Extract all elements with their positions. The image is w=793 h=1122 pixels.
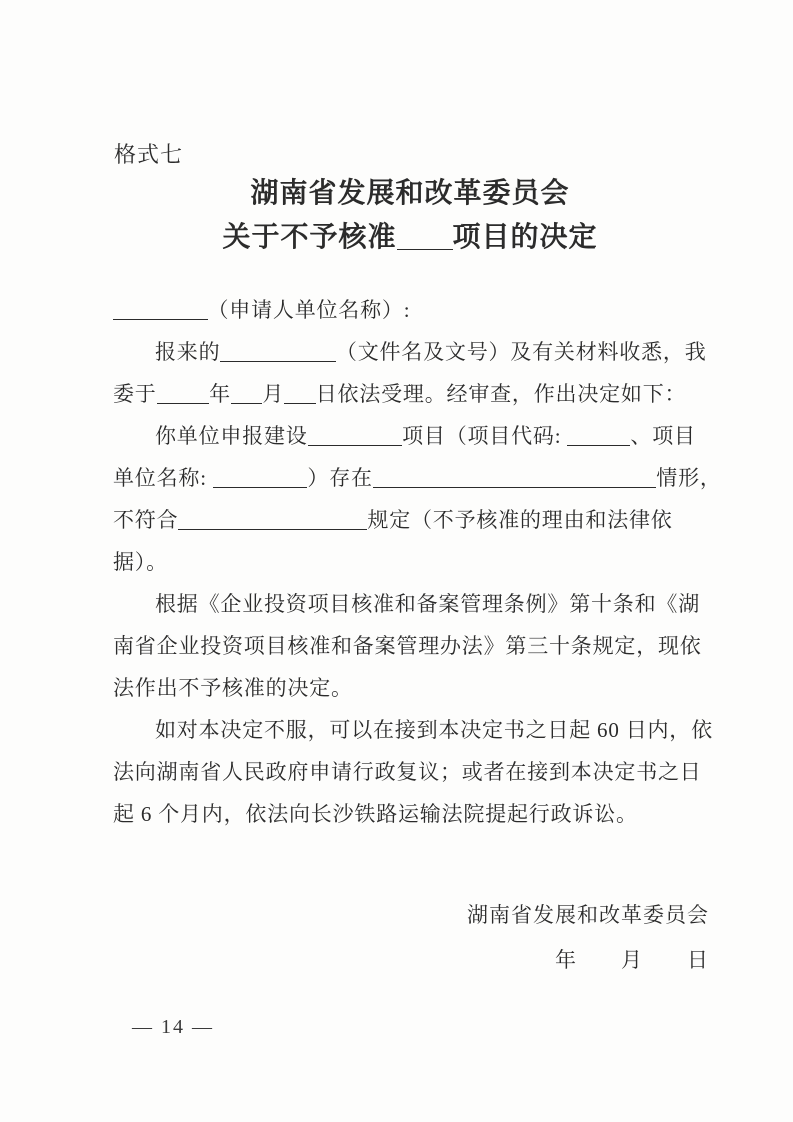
signature-block (113, 893, 709, 983)
blank-underline (567, 443, 630, 446)
body-line: 如对本决定不服，可以在接到本决定书之日起 60 日内，依 (155, 718, 713, 742)
blank-underline (157, 401, 210, 404)
body-line: 法向湖南省人民政府申请行政复议；或者在接到本决定书之日 (113, 760, 702, 784)
blank-underline (113, 317, 208, 320)
body-line: 你单位申报建设 项目（项目代码: 、项目 (155, 424, 696, 448)
body-line: 据）。 (113, 550, 168, 574)
blank-underline (178, 527, 367, 530)
blank-underline (284, 401, 316, 404)
page-number: — 14 — (132, 1016, 214, 1038)
body-line: 单位名称: ）存在 情形， (113, 466, 722, 490)
blank-underline (213, 485, 308, 488)
body-line: 不符合 规定（不予核准的理由和法律依 (113, 508, 673, 532)
body-line: 南省企业投资项目核准和备案管理办法》第三十条规定，现依 (113, 634, 702, 658)
body-line: 起 6 个月内，依法向长沙铁路运输法院提起行政诉讼。 (113, 802, 638, 826)
body-line: （申请人单位名称）: (113, 289, 709, 331)
document-body (113, 289, 722, 835)
body-line: 委于 年 月 日依法受理。经审查，作出决定如下： (113, 382, 687, 406)
document-title (100, 172, 720, 260)
body-line: 根据《企业投资项目核准和备案管理条例》第十条和《湖 (155, 592, 700, 616)
format-label: 格式七 (114, 142, 184, 167)
title-line-1: 湖南省发展和改革委员会 (250, 178, 570, 209)
blank-underline (231, 401, 263, 404)
body-line: 法作出不予核准的决定。 (113, 676, 353, 700)
blank-underline (308, 443, 403, 446)
blank-underline (220, 359, 336, 362)
blank-underline (397, 247, 453, 250)
body-line: 报来的 （文件名及文号）及有关材料收悉，我 (155, 340, 707, 364)
title-line-2: 关于不予核准 项目的决定 (222, 222, 598, 253)
blank-underline (373, 485, 657, 488)
signature-organization: 湖南省发展和改革委员会 (467, 903, 709, 927)
signature-date-line: 年 月 日 (555, 948, 709, 972)
